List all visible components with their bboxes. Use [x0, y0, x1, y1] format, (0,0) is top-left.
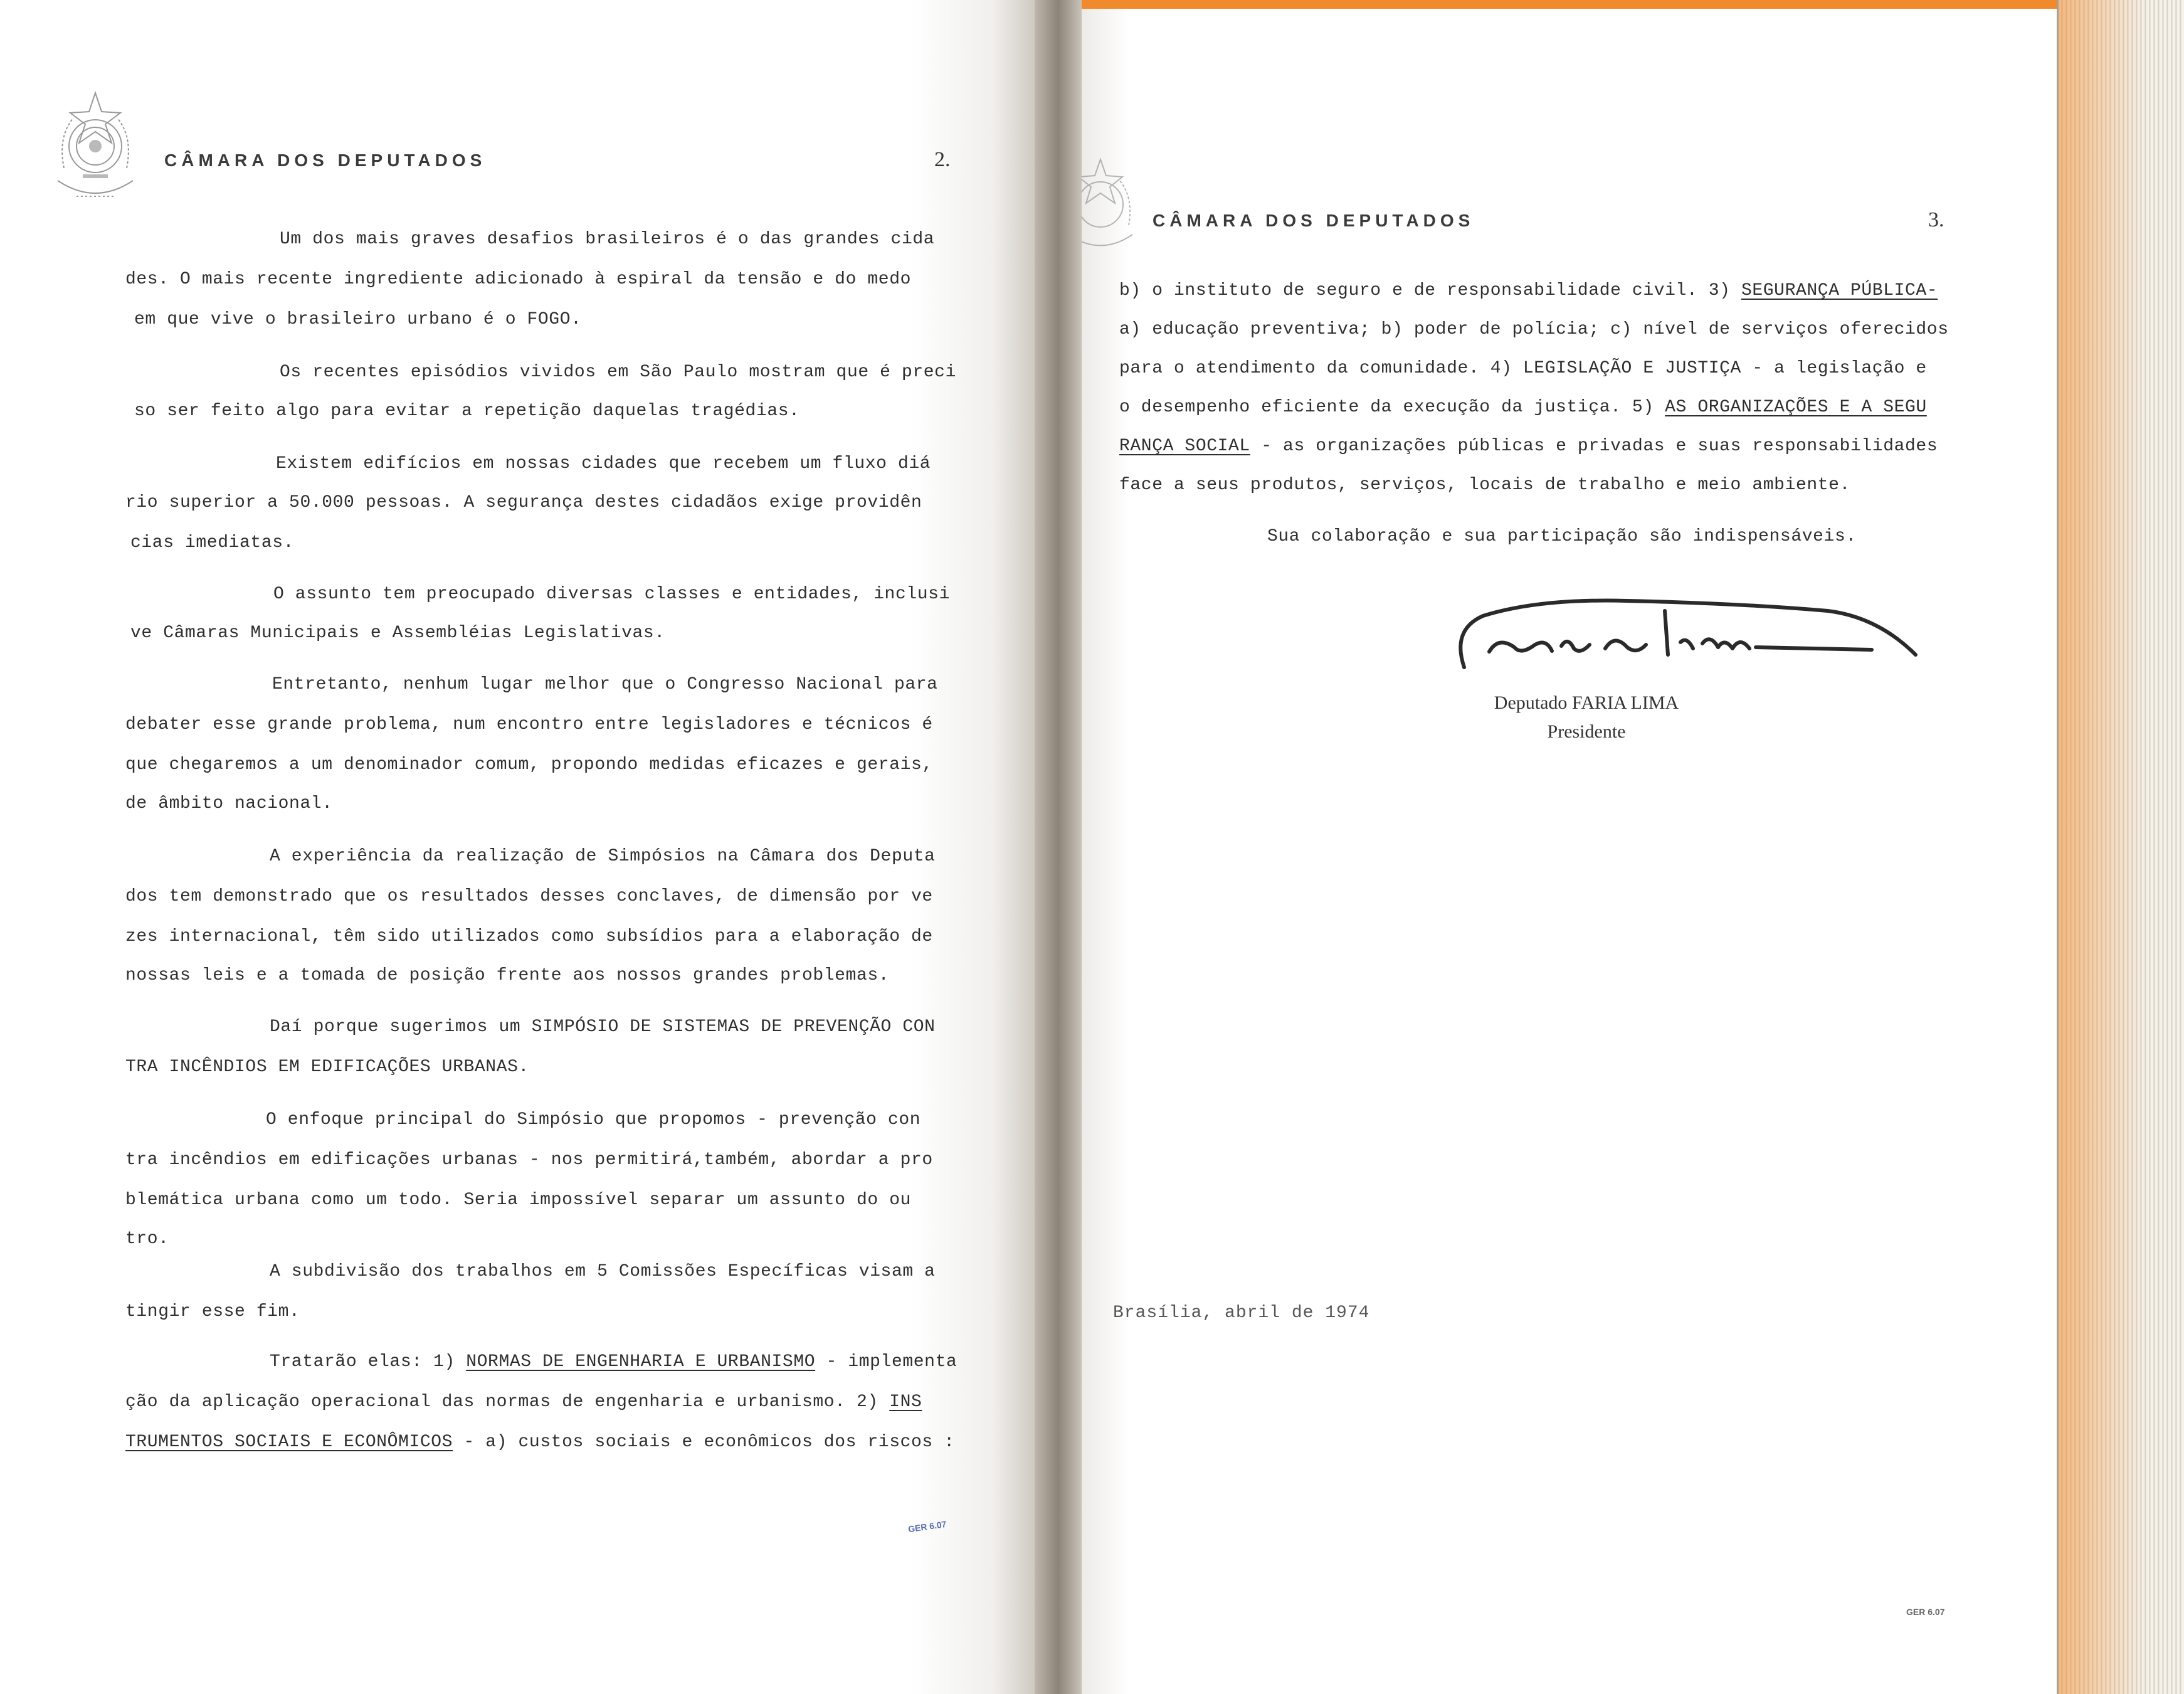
text-line	[270, 1352, 957, 1372]
signatory-name: Deputado FARIA LIMA	[1494, 692, 1679, 713]
signatory-title: Presidente	[1547, 721, 1626, 742]
chamber-header: CÂMARA DOS DEPUTADOS	[1153, 211, 1475, 230]
chamber-header: CÂMARA DOS DEPUTADOS	[164, 151, 487, 170]
text-line: Um dos mais graves desafios brasileiros é o das grandes cida	[280, 230, 935, 249]
text-segment: o desempenho eficiente da execução da justiça. 5)	[1119, 398, 1665, 417]
text-line: face a seus produtos, serviços, locais de trabalho e meio ambiente.	[1119, 475, 1850, 495]
text-line: O enfoque principal do Simpósio que propomos - prevenção con	[266, 1110, 921, 1130]
text-line: zes internacional, têm sido utilizados como subsídios para a elaboração de	[125, 927, 933, 946]
text-segment: - a) custos sociais e econômicos dos riscos :	[453, 1432, 955, 1452]
left-page	[0, 0, 1035, 1694]
text-line: tingir esse fim.	[125, 1302, 300, 1321]
text-line: dos tem demonstrado que os resultados desses conclaves, de dimensão por ve	[125, 887, 933, 906]
text-segment: - as organizações públicas e privadas e suas responsabilidades	[1250, 437, 1938, 456]
page-number: 2.	[934, 148, 951, 171]
commission-5-title-start: AS ORGANIZAÇÕES E A SEGU	[1665, 398, 1927, 417]
commission-2-title-end: TRUMENTOS SOCIAIS E ECONÔMICOS	[125, 1432, 453, 1452]
date-line: Brasília, abril de 1974	[1113, 1303, 1370, 1323]
book-page-edges	[2057, 0, 2184, 1694]
text-line	[1119, 398, 1927, 417]
text-line: Os recentes episódios vividos em São Paulo mostram que é preci	[280, 363, 956, 382]
text-line	[125, 1392, 922, 1412]
orange-tab-edge	[2059, 0, 2184, 1694]
form-code: GER 6.07	[907, 1518, 947, 1535]
text-line: Entretanto, nenhum lugar melhor que o Congresso Nacional para	[272, 675, 938, 694]
text-line: Daí porque sugerimos um SIMPÓSIO DE SISTEMAS DE PREVENÇÃO CON	[270, 1017, 936, 1037]
text-line	[1119, 437, 1938, 456]
text-line: tro.	[125, 1229, 169, 1249]
coat-of-arms-seal-icon	[1082, 153, 1147, 260]
text-segment: - implementa	[815, 1352, 957, 1372]
text-line: tra incêndios em edificações urbanas - nos permitirá,também, abordar a pro	[125, 1150, 933, 1170]
text-line: ve Câmaras Municipais e Assembléias Legislativas.	[130, 623, 665, 643]
text-line: cias imediatas.	[130, 533, 295, 553]
text-segment: b) o instituto de seguro e de responsabilidade civil. 3)	[1119, 281, 1741, 300]
text-line: O assunto tem preocupado diversas classes e entidades, inclusi	[273, 585, 950, 604]
text-segment: ção da aplicação operacional das normas de engenharia e urbanismo. 2)	[125, 1392, 890, 1412]
text-line: Sua colaboração e sua participação são indispensáveis.	[1267, 527, 1857, 546]
text-line: Existem edifícios em nossas cidades que recebem um fluxo diá	[276, 454, 931, 474]
book-gutter	[1035, 0, 1082, 1694]
text-line: em que vive o brasileiro urbano é o FOGO.	[134, 310, 582, 329]
text-line	[125, 1432, 955, 1452]
text-line: blemática urbana como um todo. Seria impossível separar um assunto do ou	[125, 1190, 911, 1210]
text-segment: Tratarão elas: 1)	[270, 1352, 467, 1372]
text-line: de âmbito nacional.	[125, 794, 333, 813]
text-line: TRA INCÊNDIOS EM EDIFICAÇÕES URBANAS.	[125, 1057, 529, 1077]
text-line: rio superior a 50.000 pessoas. A segurança destes cidadãos exige providên	[125, 493, 922, 512]
page-number: 3.	[1928, 208, 1944, 231]
text-line: que chegaremos a um denominador comum, propondo medidas eficazes e gerais,	[125, 755, 933, 775]
text-line: A experiência da realização de Simpósios na Câmara dos Deputa	[270, 847, 936, 866]
coat-of-arms-seal-icon	[39, 87, 152, 212]
text-line: des. O mais recente ingrediente adicionado à espiral da tensão e do medo	[125, 270, 911, 289]
text-line: a) educação preventiva; b) poder de polícia; c) nível de serviços oferecidos	[1119, 320, 1949, 339]
commission-5-title-end: RANÇA SOCIAL	[1119, 437, 1250, 456]
text-line: A subdivisão dos trabalhos em 5 Comissões Específicas visam a	[270, 1262, 936, 1281]
commission-2-title-start: INS	[889, 1392, 922, 1412]
commission-3-title: SEGURANÇA PÚBLICA-	[1741, 281, 1938, 300]
text-line: para o atendimento da comunidade. 4) LEGISLAÇÃO E JUSTIÇA - a legislação e	[1119, 359, 1927, 378]
commission-1-title: NORMAS DE ENGENHARIA E URBANISMO	[466, 1352, 816, 1372]
handwritten-signature	[1439, 592, 1928, 680]
text-line: so ser feito algo para evitar a repetição daquelas tragédias.	[134, 401, 800, 421]
text-line: nossas leis e a tomada de posição frente aos nossos grandes problemas.	[125, 966, 890, 985]
text-line: debater esse grande problema, num encontro entre legisladores e técnicos é	[125, 715, 933, 734]
form-code: GER 6.07	[1906, 1607, 1945, 1617]
right-page	[1082, 0, 2057, 1694]
text-line	[1119, 281, 1938, 300]
